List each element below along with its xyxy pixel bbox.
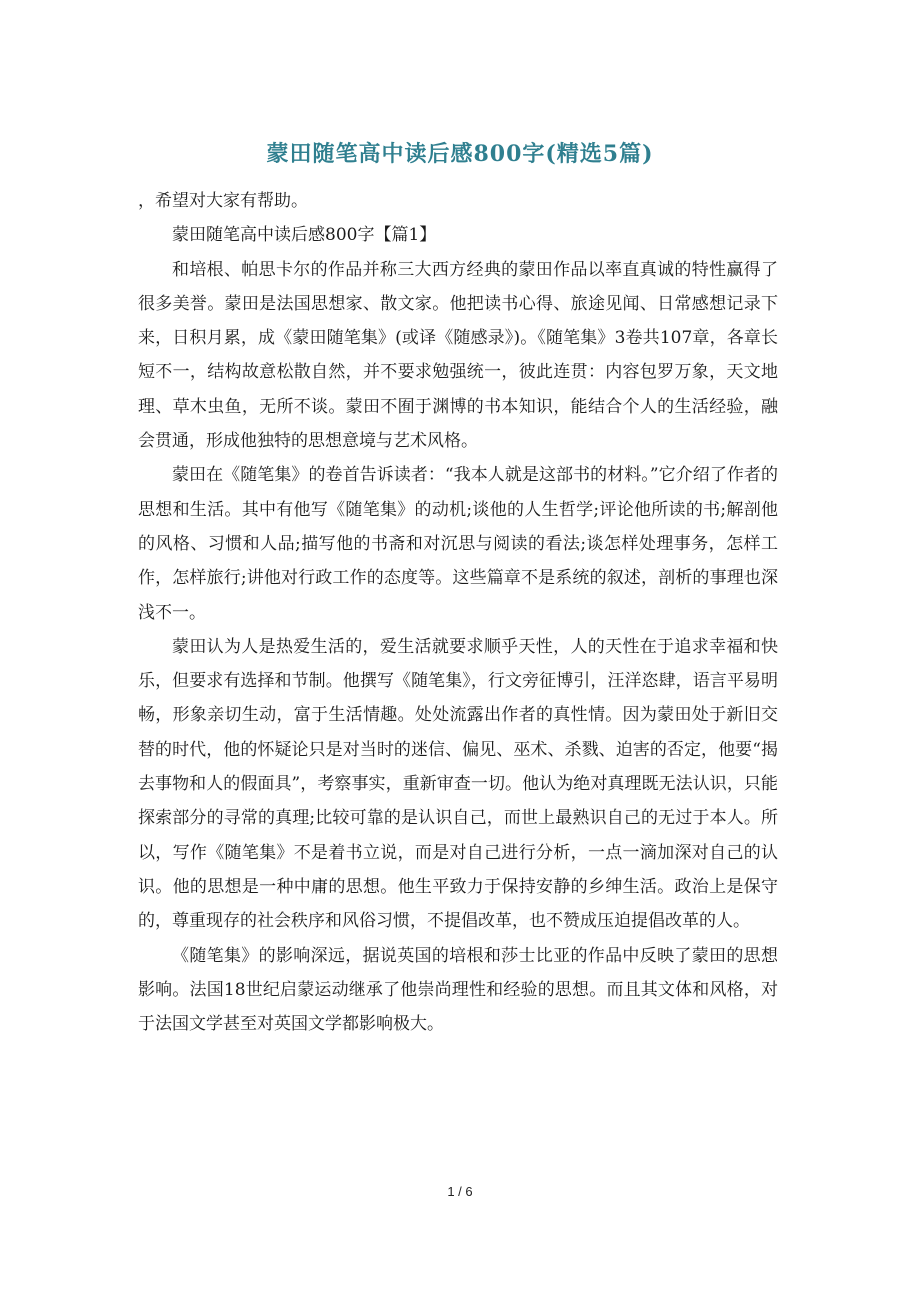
document-title: 蒙田随笔高中读后感800字(精选5篇) — [266, 141, 654, 167]
document-body — [138, 184, 778, 1041]
intro-line: ，希望对大家有帮助。 — [138, 191, 308, 211]
paragraph: 和培根、帕思卡尔的作品并称三大西方经典的蒙田作品以率直真诚的特性赢得了很多美誉。蒙田是法国思想家、散文家。他把读书心得、旅途见闻、日常感想记录下来，日积月累，成《蒙田随笔集》(或译《随感录》)。《随笔集》3卷共107章，各章长短不一，结构故意松散自然，并不要求勉强统一，彼此连贯：内容包罗万象，天文地理、草木虫鱼，无所不谈。蒙田不囿于渊博的书本知识，能结合个人的生活经验，融会贯通，形成他独特的思想意境与艺术风格。 — [138, 259, 778, 452]
paragraph: 蒙田认为人是热爱生活的，爱生活就要求顺乎天性，人的天性在于追求幸福和快乐，但要求有选择和节制。他撰写《随笔集》，行文旁征博引，汪洋恣肆，语言平易明畅，形象亲切生动，富于生活情趣。处处流露出作者的真性情。因为蒙田处于新旧交替的时代，他的怀疑论只是对当时的迷信、偏见、巫术、杀戮、迫害的否定，他要“揭去事物和人的假面具”，考察事实，重新审查一切。他认为绝对真理既无法认识，只能探索部分的寻常的真理;比较可靠的是认识自己，而世上最熟识自己的无过于本人。所以，写作《随笔集》不是着书立说，而是对自己进行分析，一点一滴加深对自己的认识。他的思想是一种中庸的思想。他生平致力于保持安静的乡绅生活。政治上是保守的，尊重现存的社会秩序和风俗习惯，不提倡改革，也不赞成压迫提倡改革的人。 — [138, 636, 778, 932]
paragraph: 《随笔集》的影响深远，据说英国的培根和莎士比亚的作品中反映了蒙田的思想影响。法国18世纪启蒙运动继承了他崇尚理性和经验的思想。而且其文体和风格，对于法国文学甚至对英国文学都影响极大。 — [138, 945, 778, 1035]
section-heading: 蒙田随笔高中读后感800字【篇1】 — [172, 225, 437, 246]
paragraph: 蒙田在《随笔集》的卷首告诉读者：“我本人就是这部书的材料。”它介绍了作者的思想和生活。其中有他写《随笔集》的动机;谈他的人生哲学;评论他所读的书;解剖他的风格、习惯和人品;描写他的书斋和对沉思与阅读的看法;谈怎样处理事务，怎样工作，怎样旅行;讲他对行政工作的态度等。这些篇章不是系统的叙述，剖析的事理也深浅不一。 — [138, 465, 778, 623]
page-number: 1 / 6 — [447, 1184, 473, 1199]
